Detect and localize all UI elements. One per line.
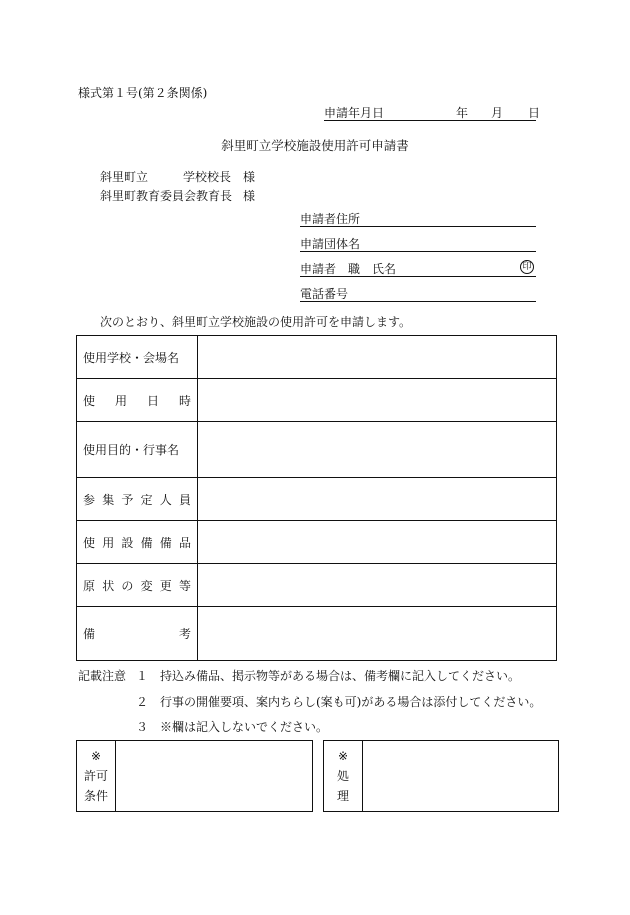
label-char: 使	[83, 393, 96, 408]
date-day-label: 日	[528, 106, 541, 120]
addressee-honorific: 様	[243, 189, 256, 203]
addressee-school-role: 学校校長	[183, 170, 232, 184]
label-char: の	[121, 578, 134, 593]
application-table	[76, 335, 557, 661]
intro-text: 次のとおり、斜里町立学校施設の使用許可を申請します。	[100, 315, 412, 329]
permit-label-line1: 許可	[83, 769, 108, 783]
note-item: ３ ※欄は記入しないでください。	[136, 720, 329, 734]
processing-value	[363, 741, 558, 811]
document-title: 斜里町立学校施設使用許可申請書	[221, 138, 409, 153]
row-value-venue[interactable]	[198, 336, 557, 379]
addressee-school-prefix: 斜里町立	[100, 170, 149, 184]
seal-mark-icon: 印	[520, 260, 534, 274]
application-date-field[interactable]	[324, 104, 541, 121]
table-row	[77, 564, 557, 607]
applicant-name-field[interactable]	[300, 260, 536, 277]
label-char: 日	[146, 393, 159, 408]
row-label-attendance	[77, 478, 198, 521]
addressee-superintendent	[100, 187, 256, 204]
label-char: 参	[83, 492, 96, 507]
row-value-alterations[interactable]	[198, 564, 557, 607]
row-label-purpose: 使用目的・行事名	[77, 422, 198, 478]
label-char: 予	[121, 492, 134, 507]
form-number: 様式第１号(第２条関係)	[78, 86, 208, 100]
label-char: 更	[159, 578, 172, 593]
label-char: 状	[102, 578, 115, 593]
row-label-equipment	[77, 521, 198, 564]
row-label-venue: 使用学校・会場名	[77, 336, 198, 379]
application-date-label: 申請年月日	[324, 106, 385, 120]
date-year-label: 年	[456, 106, 469, 120]
processing-box	[323, 740, 559, 812]
applicant-name-label: 申請者 職 氏名	[300, 262, 397, 276]
table-row	[77, 379, 557, 422]
label-char: 員	[178, 492, 191, 507]
label-char: 備	[83, 627, 96, 641]
addressee-board-name: 斜里町教育委員会教育長	[100, 189, 233, 203]
applicant-address-label: 申請者住所	[300, 212, 361, 226]
applicant-phone-field[interactable]	[300, 285, 536, 302]
label-char: 定	[140, 492, 153, 507]
table-row	[77, 521, 557, 564]
processing-label-line2: 理	[336, 789, 349, 803]
row-value-purpose[interactable]	[198, 422, 557, 478]
label-char: 用	[102, 535, 115, 550]
label-char: 集	[102, 492, 115, 507]
label-char: 変	[140, 578, 153, 593]
label-char: 時	[178, 393, 191, 408]
row-value-equipment[interactable]	[198, 521, 557, 564]
label-char: 備	[159, 535, 172, 550]
permit-conditions-box	[76, 740, 313, 812]
row-label-datetime	[77, 379, 198, 422]
reserved-mark: ※	[337, 749, 349, 763]
row-value-remarks[interactable]	[198, 607, 557, 661]
note-item: １ 持込み備品、掲示物等がある場合は、備考欄に記入してください。	[136, 669, 521, 683]
notes-heading: 記載注意	[78, 669, 127, 683]
date-month-label: 月	[491, 106, 504, 120]
label-char: 用	[114, 393, 127, 408]
processing-label	[324, 741, 363, 811]
row-label-alterations	[77, 564, 198, 607]
label-char: 備	[140, 535, 153, 550]
reserved-mark: ※	[90, 749, 102, 763]
table-row	[77, 478, 557, 521]
applicant-group-field[interactable]	[300, 235, 536, 252]
label-char: 設	[121, 535, 134, 550]
processing-label-line1: 処	[336, 769, 349, 783]
row-value-datetime[interactable]	[198, 379, 557, 422]
applicant-address-field[interactable]	[300, 210, 536, 227]
table-row	[77, 607, 557, 661]
permit-conditions-label	[77, 741, 116, 811]
permit-label-line2: 条件	[83, 789, 108, 803]
row-value-attendance[interactable]	[198, 478, 557, 521]
label-char: 人	[159, 492, 172, 507]
label-char: 原	[83, 578, 96, 593]
addressee-principal	[100, 168, 256, 185]
note-item: ２ 行事の開催要項、案内ちらし(案も可)がある場合は添付してください。	[136, 695, 542, 709]
label-char: 等	[178, 578, 191, 593]
addressee-honorific: 様	[243, 170, 256, 184]
table-row	[77, 336, 557, 379]
label-char: 品	[178, 535, 191, 550]
permit-conditions-value	[116, 741, 312, 811]
label-char: 使	[83, 535, 96, 550]
row-label-remarks	[77, 607, 198, 661]
label-char: 考	[178, 627, 191, 641]
table-row	[77, 422, 557, 478]
applicant-group-label: 申請団体名	[300, 237, 361, 251]
applicant-phone-label: 電話番号	[300, 287, 349, 301]
